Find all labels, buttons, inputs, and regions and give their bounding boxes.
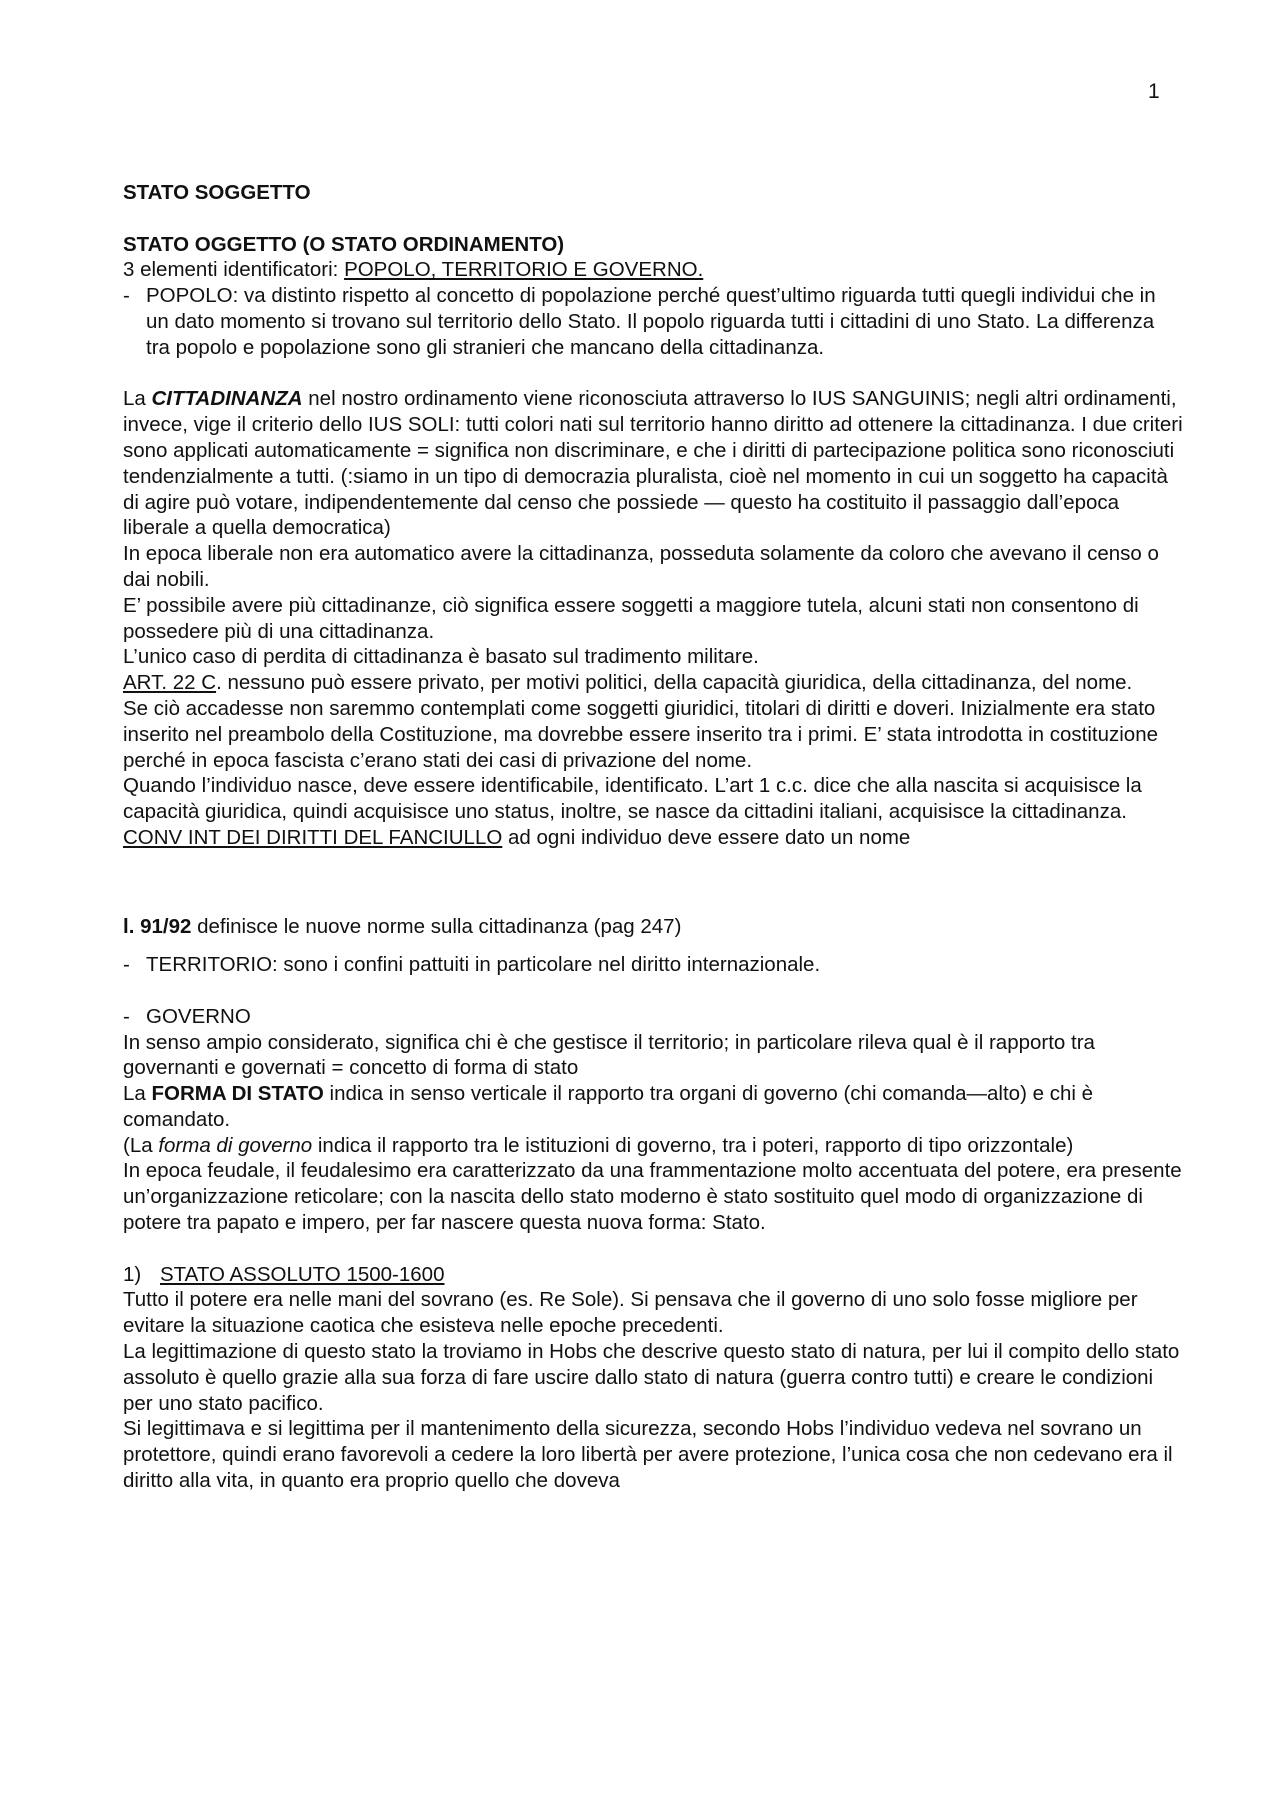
paragraph-perdita: L’unico caso di perdita di cittadinanza è basato sul tradimento militare. bbox=[123, 645, 759, 669]
document-body bbox=[123, 180, 1183, 1494]
paragraph-accadesse: Se ciò accadesse non saremmo contemplati come soggetti giuridici, titolari di diritti e doveri. Inizialmente era stato inserito nel preambolo della Costituzione, ma dovrebbe essere inserito tra i primi. E’ stata introdotta in costituzione perché in epoca fascista c’erano stati dei casi di privazione del nome. bbox=[123, 696, 1159, 772]
paragraph-legittimava: Si legittimava e si legittima per il mantenimento della sicurezza, secondo Hobs l’individuo vedeva nel sovrano un protettore, quindi erano favorevoli a cedere la loro libertà per avere protezione, l’unica cosa che non cedevano era il diritto alla vita, in quanto era proprio quello che doveva bbox=[123, 1417, 1173, 1493]
art22-reference: ART. 22 C bbox=[123, 671, 217, 695]
conv-paragraph bbox=[123, 825, 1183, 851]
governo-item bbox=[123, 1004, 1183, 1030]
paragraph-liberale: In epoca liberale non era automatico avere la cittadinanza, posseduta solamente da coloro che avevano il censo o dai nobili. bbox=[123, 542, 1159, 591]
list-number: 1) bbox=[123, 1262, 142, 1286]
art22-text: . nessuno può essere privato, per motivi politici, della capacità giuridica, della cittadinanza, del nome. bbox=[216, 671, 1133, 695]
legge-reference: l. 91/92 bbox=[123, 915, 192, 939]
popolo-item bbox=[123, 283, 1183, 360]
territorio-text: TERRITORIO: sono i confini pattuiti in particolare nel diritto internazionale. bbox=[146, 953, 821, 977]
paragraph-piu-cittadinanze: E’ possibile avere più cittadinanze, ciò significa essere soggetti a maggiore tutela, alcuni stati non consentono di possedere più di una cittadinanza. bbox=[123, 593, 1139, 643]
dash-marker: - bbox=[123, 1004, 130, 1028]
cittadinanza-paragraph bbox=[123, 386, 1183, 541]
dash-marker: - bbox=[123, 284, 130, 308]
cittadinanza-rest: nel nostro ordinamento viene riconosciuta attraverso lo IUS SANGUINIS; negli altri ordinamenti, invece, vige il criterio dello IUS SOLI: tutti colori nati sul territorio hanno diritto ad ottenere la cittadinanza. I due criteri sono applicati automaticamente = significa non discriminare, e che i diritti di partecipazione politica sono riconosciuti tendenzialmente a tutti. (:siamo in un tipo di democrazia pluralista, cioè nel momento in cui un soggetto ha capacità di agire può votare, indipendentemente dal censo che possiede — questo ha costituito il passaggio dall’epoca liberale a quella democratica) bbox=[123, 387, 1183, 540]
dash-marker: - bbox=[123, 953, 130, 977]
paragraph-tutto-potere: Tutto il potere era nelle mani del sovrano (es. Re Sole). Si pensava che il governo di uno solo fosse migliore per evitare la situazione caotica che esisteva nelle epoche precedenti. bbox=[123, 1288, 1138, 1338]
legge-paragraph bbox=[123, 914, 1183, 940]
elements-intro-underlined: POPOLO, TERRITORIO E GOVERNO. bbox=[344, 258, 704, 282]
cittadinanza-term: CITTADINANZA bbox=[151, 387, 303, 411]
forma-stato-lead: La bbox=[123, 1082, 152, 1106]
territorio-item bbox=[123, 952, 1183, 978]
document-title: STATO SOGGETTO bbox=[123, 181, 311, 204]
stato-assoluto-title: STATO ASSOLUTO 1500-1600 bbox=[160, 1262, 445, 1286]
forma-stato-paragraph bbox=[123, 1081, 1183, 1133]
elements-intro-text: 3 elementi identificatori: bbox=[123, 258, 345, 282]
art22-paragraph bbox=[123, 670, 1183, 696]
forma-governo-lead: (La bbox=[123, 1133, 159, 1157]
conv-text: ad ogni individuo deve essere dato un nome bbox=[502, 825, 911, 849]
forma-governo-paragraph bbox=[123, 1133, 1183, 1159]
section-title: STATO OGGETTO (O STATO ORDINAMENTO) bbox=[123, 232, 565, 256]
forma-governo-text: indica il rapporto tra le istituzioni di governo, tra i poteri, rapporto di tipo orizzontale) bbox=[312, 1133, 1074, 1157]
elements-intro bbox=[123, 257, 1183, 283]
paragraph-legittimazione: La legittimazione di questo stato la troviamo in Hobs che descrive questo stato di natura, per lui il compito dello stato assoluto è quello grazie alla sua forza di fare uscire dallo stato di natura (guerra contro tutti) e creare le condizioni per uno stato pacifico. bbox=[123, 1340, 1180, 1415]
paragraph-senso-ampio: In senso ampio considerato, significa chi è che gestisce il territorio; in particolare rileva qual è il rapporto tra governanti e governati = concetto di forma di stato bbox=[123, 1030, 1095, 1080]
page-number: 1 bbox=[1148, 80, 1160, 103]
paragraph-nascita: Quando l’individuo nasce, deve essere identificabile, identificato. L’art 1 c.c. dice che alla nascita si acquisisce la capacità giuridica, quindi acquisisce uno status, inoltre, se nasce da cittadini italiani, acquisisce la cittadinanza. bbox=[123, 774, 1142, 824]
paragraph-feudale: In epoca feudale, il feudalesimo era caratterizzato da una frammentazione molto accentuata del potere, era presente un’organizzazione reticolare; con la nascita dello stato moderno è stato sostituito quel modo di organizzazione di potere tra papato e impero, per far nascere questa nuova forma: Stato. bbox=[123, 1159, 1182, 1235]
governo-text: GOVERNO bbox=[146, 1004, 251, 1028]
forma-stato-text: indica in senso verticale il rapporto tra organi di governo (chi comanda—alto) e chi è comandato. bbox=[123, 1082, 1093, 1131]
cittadinanza-lead: La bbox=[123, 387, 152, 411]
conv-reference: CONV INT DEI DIRITTI DEL FANCIULLO bbox=[123, 825, 503, 849]
legge-text: definisce le nuove norme sulla cittadinanza (pag 247) bbox=[191, 915, 682, 939]
forma-stato-term: FORMA DI STATO bbox=[151, 1082, 324, 1106]
stato-assoluto-heading bbox=[123, 1262, 1183, 1288]
popolo-text: POPOLO: va distinto rispetto al concetto di popolazione perché quest’ultimo riguarda tutti quegli individui che in un dato momento si trovano sul territorio dello Stato. Il popolo riguarda tutti i cittadini di uno Stato. La differenza tra popolo e popolazione sono gli stranieri che mancano della cittadinanza. bbox=[146, 284, 1156, 359]
forma-governo-term: forma di governo bbox=[158, 1133, 313, 1157]
